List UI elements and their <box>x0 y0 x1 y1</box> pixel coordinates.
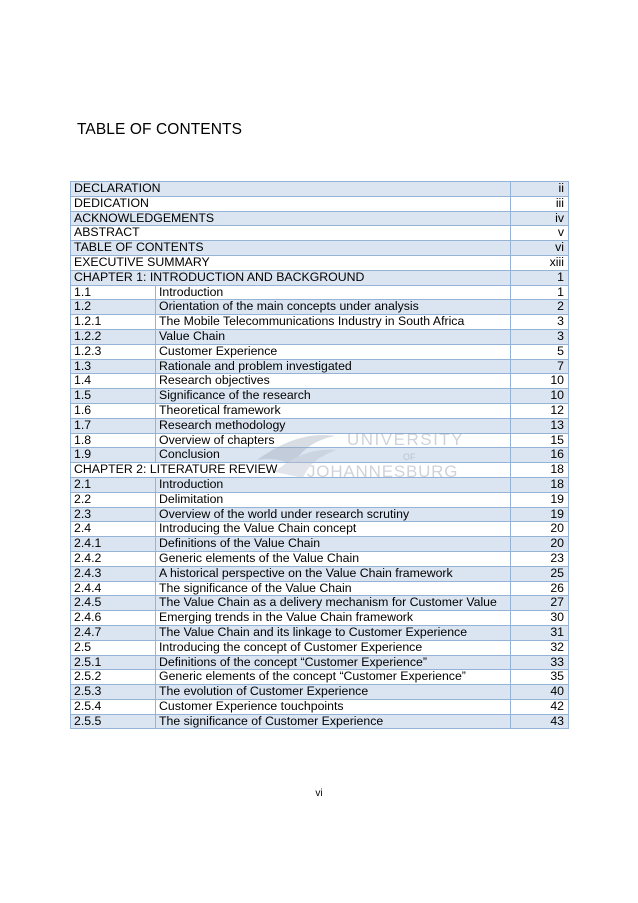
toc-page-number: 10 <box>511 374 569 389</box>
toc-page-number: 20 <box>511 537 569 552</box>
toc-page-number: 12 <box>511 403 569 418</box>
toc-section-number: 2.4.5 <box>71 596 156 611</box>
toc-row <box>71 566 569 581</box>
toc-row <box>71 655 569 670</box>
toc-row <box>71 611 569 626</box>
toc-page-number: 35 <box>511 670 569 685</box>
toc-section-title: The Mobile Telecommunications Industry in South Africa <box>156 315 511 330</box>
toc-section-title: Overview of the world under research scrutiny <box>156 507 511 522</box>
toc-row <box>71 492 569 507</box>
toc-row <box>71 640 569 655</box>
toc-row <box>71 714 569 729</box>
toc-row <box>71 255 569 270</box>
toc-row <box>71 507 569 522</box>
toc-section-title: Definitions of the concept “Customer Experience” <box>156 655 511 670</box>
toc-row <box>71 182 569 197</box>
toc-row <box>71 522 569 537</box>
toc-section-number: 1.4 <box>71 374 156 389</box>
toc-row <box>71 196 569 211</box>
toc-page-number: 32 <box>511 640 569 655</box>
toc-section-title: Conclusion <box>156 448 511 463</box>
watermark-line2: OF <box>403 452 416 462</box>
toc-row <box>71 433 569 448</box>
toc-section-title: Customer Experience touchpoints <box>156 699 511 714</box>
toc-section-number: 2.5.1 <box>71 655 156 670</box>
toc-row <box>71 344 569 359</box>
toc-section-number: 1.3 <box>71 359 156 374</box>
toc-row <box>71 270 569 285</box>
toc-section-title: Research methodology <box>156 418 511 433</box>
toc-section-title: Significance of the research <box>156 389 511 404</box>
toc-page-number: 1 <box>511 270 569 285</box>
toc-row <box>71 448 569 463</box>
toc-page-number: 31 <box>511 625 569 640</box>
toc-section-number: 2.4.7 <box>71 625 156 640</box>
toc-page-number: 15 <box>511 433 569 448</box>
toc-page-number: 7 <box>511 359 569 374</box>
toc-section-title: Emerging trends in the Value Chain framework <box>156 611 511 626</box>
toc-entry-title: ACKNOWLEDGEMENTS <box>71 211 511 226</box>
toc-section-number: 2.1 <box>71 477 156 492</box>
toc-section-number: 1.8 <box>71 433 156 448</box>
toc-section-number: 2.5.3 <box>71 685 156 700</box>
toc-section-number: 2.4.3 <box>71 566 156 581</box>
toc-section-number: 1.1 <box>71 285 156 300</box>
toc-page-number: 43 <box>511 714 569 729</box>
toc-page-number: 33 <box>511 655 569 670</box>
toc-section-title: Orientation of the main concepts under analysis <box>156 300 511 315</box>
toc-section-title: Theoretical framework <box>156 403 511 418</box>
toc-page-number: 25 <box>511 566 569 581</box>
toc-row <box>71 285 569 300</box>
toc-section-title: Introducing the concept of Customer Experience <box>156 640 511 655</box>
toc-section-title: Introduction <box>156 285 511 300</box>
toc-section-title: The significance of Customer Experience <box>156 714 511 729</box>
toc-section-title: Research objectives <box>156 374 511 389</box>
toc-row <box>71 329 569 344</box>
toc-row <box>71 374 569 389</box>
toc-row <box>71 300 569 315</box>
toc-section-title: Value Chain <box>156 329 511 344</box>
toc-page-number: 30 <box>511 611 569 626</box>
toc-page-number: 10 <box>511 389 569 404</box>
toc-section-number: 2.5.2 <box>71 670 156 685</box>
toc-section-number: 1.7 <box>71 418 156 433</box>
toc-section-title: Delimitation <box>156 492 511 507</box>
toc-page-number: 1 <box>511 285 569 300</box>
toc-row <box>71 403 569 418</box>
toc-section-title: Definitions of the Value Chain <box>156 537 511 552</box>
toc-page-number: xiii <box>511 255 569 270</box>
toc-entry-title: ABSTRACT <box>71 226 511 241</box>
toc-section-title: The Value Chain and its linkage to Customer Experience <box>156 625 511 640</box>
toc-entry-title: CHAPTER 1: INTRODUCTION AND BACKGROUND <box>71 270 511 285</box>
toc-page-number: 18 <box>511 477 569 492</box>
toc-section-title: Customer Experience <box>156 344 511 359</box>
toc-section-number: 2.3 <box>71 507 156 522</box>
toc-section-title: Rationale and problem investigated <box>156 359 511 374</box>
toc-row <box>71 389 569 404</box>
toc-section-title: The significance of the Value Chain <box>156 581 511 596</box>
toc-section-number: 2.2 <box>71 492 156 507</box>
toc-row <box>71 625 569 640</box>
toc-page-number: 3 <box>511 315 569 330</box>
toc-section-number: 2.5.5 <box>71 714 156 729</box>
toc-section-number: 2.4.1 <box>71 537 156 552</box>
toc-row <box>71 315 569 330</box>
toc-row <box>71 463 569 478</box>
toc-page-number: vi <box>511 241 569 256</box>
toc-entry-title: EXECUTIVE SUMMARY <box>71 255 511 270</box>
toc-section-number: 1.5 <box>71 389 156 404</box>
toc-page-number: 20 <box>511 522 569 537</box>
page-title: TABLE OF CONTENTS <box>77 121 243 138</box>
toc-row <box>71 211 569 226</box>
toc-section-title: Generic elements of the concept “Customer Experience” <box>156 670 511 685</box>
toc-page-number: 3 <box>511 329 569 344</box>
toc-page-number: iii <box>511 196 569 211</box>
toc-row <box>71 685 569 700</box>
toc-section-number: 2.5.4 <box>71 699 156 714</box>
watermark-line3: JOHANNESBURG <box>307 462 459 481</box>
toc-section-title: The Value Chain as a delivery mechanism for Customer Value <box>156 596 511 611</box>
toc-section-number: 1.2.2 <box>71 329 156 344</box>
toc-section-title: A historical perspective on the Value Chain framework <box>156 566 511 581</box>
toc-entry-title: CHAPTER 2: LITERATURE REVIEW <box>71 463 511 478</box>
toc-page-number: ii <box>511 182 569 197</box>
toc-page-number: 23 <box>511 551 569 566</box>
toc-row <box>71 226 569 241</box>
toc-entry-title: DEDICATION <box>71 196 511 211</box>
toc-section-title: Generic elements of the Value Chain <box>156 551 511 566</box>
toc-section-number: 2.4 <box>71 522 156 537</box>
toc-page-number: 19 <box>511 492 569 507</box>
toc-section-title: Overview of chapters <box>156 433 511 448</box>
toc-table <box>70 181 569 729</box>
toc-row <box>71 551 569 566</box>
toc-page-number: 18 <box>511 463 569 478</box>
toc-row <box>71 241 569 256</box>
toc-row <box>71 596 569 611</box>
toc-page-number: 5 <box>511 344 569 359</box>
toc-section-number: 2.4.2 <box>71 551 156 566</box>
toc-row <box>71 477 569 492</box>
toc-page-number: 26 <box>511 581 569 596</box>
toc-section-number: 2.4.4 <box>71 581 156 596</box>
toc-entry-title: TABLE OF CONTENTS <box>71 241 511 256</box>
toc-page-number: iv <box>511 211 569 226</box>
toc-page-number: 19 <box>511 507 569 522</box>
toc-section-number: 1.9 <box>71 448 156 463</box>
toc-section-number: 1.6 <box>71 403 156 418</box>
toc-page-number: 42 <box>511 699 569 714</box>
toc-row <box>71 537 569 552</box>
toc-section-title: The evolution of Customer Experience <box>156 685 511 700</box>
toc-section-title: Introducing the Value Chain concept <box>156 522 511 537</box>
toc-row <box>71 359 569 374</box>
toc-section-number: 1.2.1 <box>71 315 156 330</box>
page-number: vi <box>315 788 323 799</box>
toc-section-number: 2.5 <box>71 640 156 655</box>
toc-row <box>71 670 569 685</box>
toc-row <box>71 418 569 433</box>
toc-table-container <box>70 181 568 729</box>
toc-page-number: 27 <box>511 596 569 611</box>
toc-page-number: 16 <box>511 448 569 463</box>
toc-page-number: 2 <box>511 300 569 315</box>
toc-entry-title: DECLARATION <box>71 182 511 197</box>
toc-section-number: 2.4.6 <box>71 611 156 626</box>
toc-row <box>71 699 569 714</box>
watermark-line1: UNIVERSITY <box>347 430 465 449</box>
toc-section-title: Introduction <box>156 477 511 492</box>
toc-page-number: 13 <box>511 418 569 433</box>
toc-page-number: 40 <box>511 685 569 700</box>
toc-section-number: 1.2 <box>71 300 156 315</box>
toc-page-number: v <box>511 226 569 241</box>
toc-row <box>71 581 569 596</box>
toc-section-number: 1.2.3 <box>71 344 156 359</box>
